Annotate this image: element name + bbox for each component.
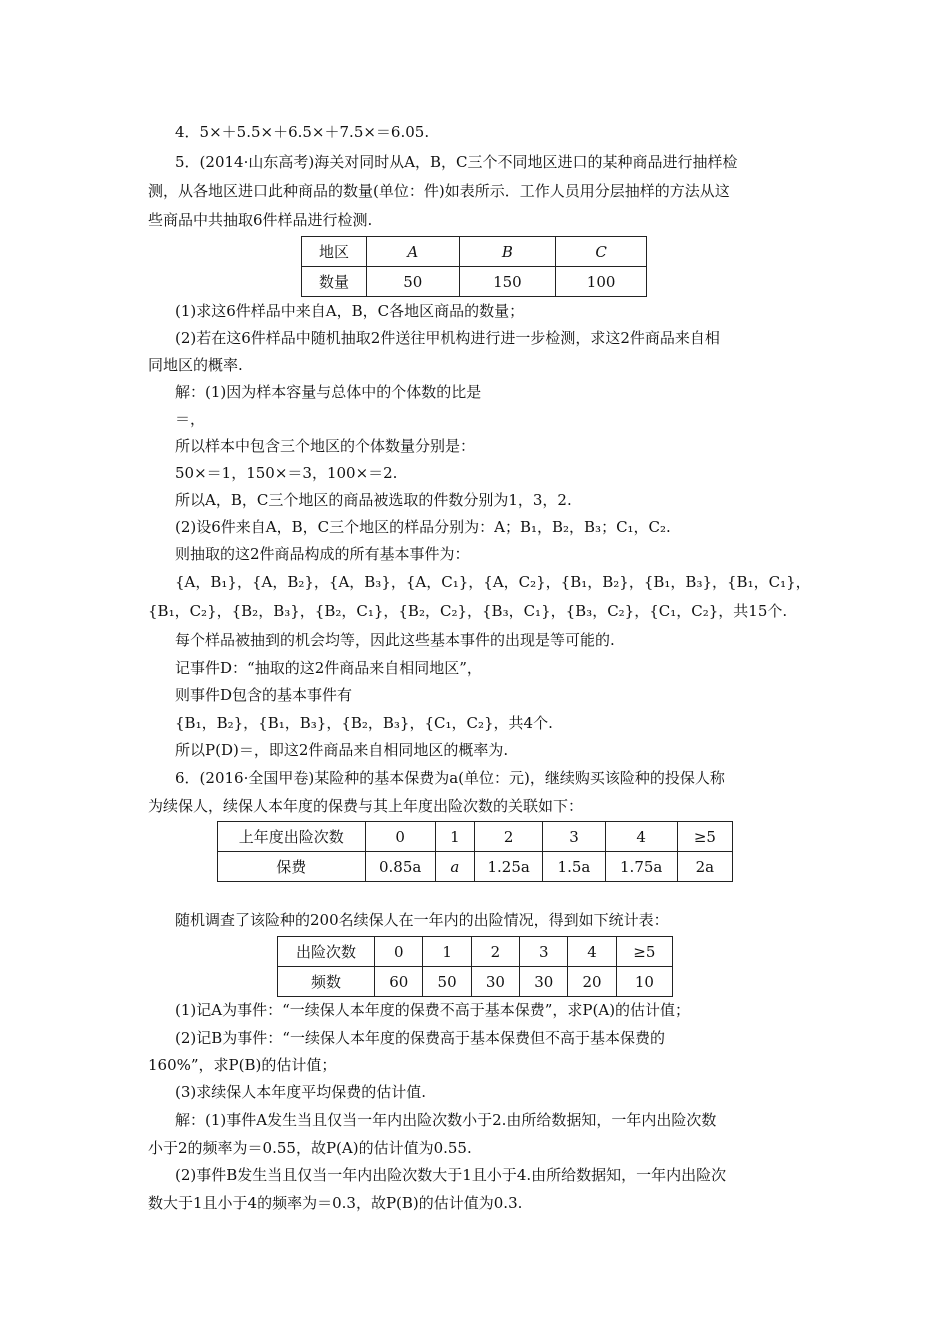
table-cell: 4 <box>568 937 616 967</box>
table-cell: 0 <box>375 937 423 967</box>
table-cell: 2 <box>471 937 519 967</box>
table-cell: 上年度出险次数 <box>218 822 366 852</box>
table-cell: 0.85a <box>365 852 435 882</box>
text-line: {A，B₁}，{A，B₂}，{A，B₃}，{A，C₁}，{A，C₂}，{B₁，B₂}，{B₁，B₃}，{B₁，C₁}， <box>175 573 811 591</box>
text-line: 每个样品被抽到的机会均等，因此这些基本事件的出现是等可能的. <box>175 631 615 649</box>
text-line: (1)求这6件样品中来自A，B，C各地区商品的数量； <box>175 302 525 320</box>
text-line: {B₁，B₂}，{B₁，B₃}，{B₂，B₃}，{C₁，C₂}，共4个. <box>175 714 553 732</box>
text-line: 4．5×＋5.5×＋6.5×＋7.5×＝6.05. <box>175 123 430 141</box>
premium-table <box>217 821 733 882</box>
text-line: (2)设6件来自A，B，C三个地区的样品分别为：A；B₁，B₂，B₃；C₁，C₂. <box>175 518 671 536</box>
table-cell: 保费 <box>218 852 366 882</box>
table-cell: 4 <box>605 822 677 852</box>
table-cell: 10 <box>616 967 672 997</box>
text-line: (2)记B为事件：“一续保人本年度的保费高于基本保费但不高于基本保费的 <box>175 1029 665 1047</box>
region-quantity-table <box>301 236 647 297</box>
table-cell: 100 <box>556 267 647 297</box>
table-cell: 1 <box>423 937 471 967</box>
table-cell: 出险次数 <box>278 937 375 967</box>
text-line: (2)若在这6件样品中随机抽取2件送往甲机构进行进一步检测，求这2件商品来自相 <box>175 329 720 347</box>
text-line: 所以P(D)＝，即这2件商品来自相同地区的概率为. <box>175 741 509 759</box>
table-cell: 1 <box>435 822 474 852</box>
table-cell: ≥5 <box>616 937 672 967</box>
table-row <box>218 822 733 852</box>
text-line: 50×＝1，150×＝3，100×＝2. <box>175 464 398 482</box>
table-cell: a <box>435 852 474 882</box>
table-cell: A <box>367 237 460 267</box>
table-cell: 1.5a <box>543 852 605 882</box>
table-cell: 2a <box>677 852 732 882</box>
solution-line: 解：(1)事件A发生当且仅当一年内出险次数小于2.由所给数据知，一年内出险次数 <box>175 1111 717 1129</box>
problem-5-heading: 5．(2014·山东高考)海关对同时从A，B，C三个不同地区进口的某种商品进行抽样检 <box>175 153 738 171</box>
text-line: (3)求续保人本年度平均保费的估计值. <box>175 1083 427 1101</box>
table-row <box>302 237 647 267</box>
text-line: 为续保人，续保人本年度的保费与其上年度出险次数的关联如下： <box>148 797 584 815</box>
table-row <box>278 967 673 997</box>
solution-line: 解：(1)因为样本容量与总体中的个体数的比是 <box>175 383 482 401</box>
text-line: (1)记A为事件：“一续保人本年度的保费不高于基本保费”，求P(A)的估计值； <box>175 1001 691 1019</box>
text-line: 所以A，B，C三个地区的商品被选取的件数分别为1，3，2. <box>175 491 572 509</box>
text-line: 测，从各地区进口此种商品的数量(单位：件)如表所示．工作人员用分层抽样的方法从这 <box>148 182 730 200</box>
table-row <box>218 852 733 882</box>
table-cell: 2 <box>475 822 543 852</box>
text-line: 随机调查了该险种的200名续保人在一年内的出险情况，得到如下统计表： <box>175 911 669 929</box>
table-cell: 0 <box>365 822 435 852</box>
text-line: 记事件D：“抽取的这2件商品来自相同地区”， <box>175 659 482 677</box>
table-cell: C <box>556 237 647 267</box>
table-cell: 150 <box>459 267 556 297</box>
text-line: 则抽取的这2件商品构成的所有基本事件为： <box>175 545 470 563</box>
table-cell: 50 <box>367 267 460 297</box>
problem-6-heading: 6．(2016·全国甲卷)某险种的基本保费为a(单位：元)，继续购买该险种的投保人称 <box>175 769 725 787</box>
table-cell: 50 <box>423 967 471 997</box>
table-cell: 30 <box>471 967 519 997</box>
text-line: 160%”，求P(B)的估计值； <box>148 1056 337 1074</box>
text-line: 数大于1且小于4的频率为＝0.3，故P(B)的估计值为0.3. <box>148 1194 523 1212</box>
table-cell: ≥5 <box>677 822 732 852</box>
table-cell: 30 <box>520 967 568 997</box>
table-cell: 数量 <box>302 267 367 297</box>
table-cell: 3 <box>543 822 605 852</box>
claim-frequency-table <box>277 936 673 997</box>
table-cell: B <box>459 237 556 267</box>
text-line: 同地区的概率. <box>148 356 243 374</box>
text-line: 所以样本中包含三个地区的个体数量分别是： <box>175 437 476 455</box>
table-cell: 1.75a <box>605 852 677 882</box>
table-cell: 地区 <box>302 237 367 267</box>
text-line: 些商品中共抽取6件样品进行检测. <box>148 211 373 229</box>
text-line: 则事件D包含的基本事件有 <box>175 686 353 704</box>
table-cell: 3 <box>520 937 568 967</box>
table-row <box>302 267 647 297</box>
table-cell: 频数 <box>278 967 375 997</box>
table-cell: 60 <box>375 967 423 997</box>
text-line: 小于2的频率为＝0.55，故P(A)的估计值为0.55. <box>148 1139 472 1157</box>
table-row <box>278 937 673 967</box>
table-cell: 1.25a <box>475 852 543 882</box>
text-line: {B₁，C₂}，{B₂，B₃}，{B₂，C₁}，{B₂，C₂}，{B₃，C₁}，{B₃，C₂}，{C₁，C₂}，共15个. <box>148 602 788 620</box>
text-line: ＝， <box>175 410 206 428</box>
table-cell: 20 <box>568 967 616 997</box>
text-line: (2)事件B发生当且仅当一年内出险次数大于1且小于4.由所给数据知，一年内出险次 <box>175 1166 727 1184</box>
